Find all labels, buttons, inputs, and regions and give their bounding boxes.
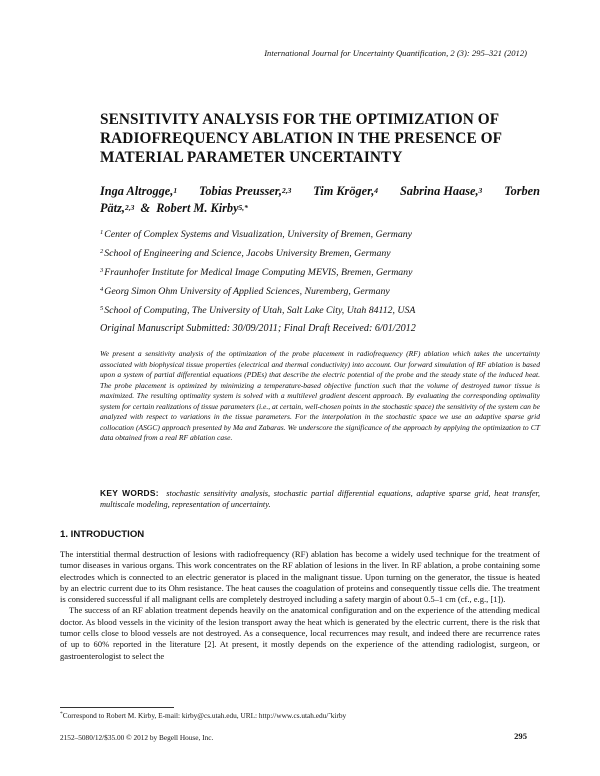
paragraph: The success of an RF ablation treatment depends heavily on the anatomical configuration and on the experience of the attending medical doctor. As blood vessels in the vicinity of the lesion transport away the heat which is generated by the electric current, there is the risk that tumor cells close to blood vessels are not destroyed. As a consequence, local recurrences may result, and indeed there are recurrence rates of up to 60% reported in the literature [2]. At present, it mostly depends on the experience of the attending radiologist, surgeon, or gastroenterologist to select the xyxy=(60,605,540,661)
ampersand: & xyxy=(140,201,151,215)
author: Sabrina Haase,$^3$ xyxy=(399,184,483,198)
footnote-text: Correspond to Robert M. Kirby, E-mail: kirby@cs.utah.edu, URL: http://www.cs.utah.edu/˜kirby xyxy=(62,711,347,720)
keywords-label: KEY WORDS: xyxy=(100,488,159,498)
footnote-divider xyxy=(60,707,174,708)
author: Inga Altrogge,$^1$ xyxy=(100,184,178,198)
author: Robert M. Kirby$^{5,*}$ xyxy=(156,201,248,215)
author-split-first: Torben xyxy=(504,184,540,198)
affiliation: $^1$Center of Complex Systems and Visualization, University of Bremen, Germany xyxy=(100,229,412,240)
author-line-2: Pätz,$^{2,3}$ & Robert M. Kirby$^{5,*}$ xyxy=(100,201,248,215)
abstract: We present a sensitivity analysis of the optimization of the probe placement in radiofrequency (RF) ablation which takes the uncertainty associated with biophysical tissue properties (electrical and thermal conductivity) into account. Our forward simulation of RF ablation is based upon a system of partial differential equations (PDEs) that describe the electric potential of the probe and the steady state of the induced heat. The probe placement is optimized by minimizing a temperature-based objective function such that the volume of destroyed tumor tissue is maximized. The resulting optimality system is solved with a multilevel gradient descent approach. By evaluating the corresponding optimality system for certain realizations of tissue parameters (i.e., at certain, well-chosen points in the stochastic space) the sensitivity of the system can be analyzed with respect to variations in the tissue parameters. For the interpolation in the stochastic space we use an adaptive sparse grid collocation (ASGC) approach presented by Ma and Zabaras. We underscore the significance of the approach by applying the optimization to CT data obtained from a real RF ablation case. xyxy=(100,349,540,442)
affiliation: $^5$School of Computing, The University of Utah, Salt Lake City, Utah 84112, USA xyxy=(100,305,416,316)
affiliation: $^3$Fraunhofer Institute for Medical Image Computing MEVIS, Bremen, Germany xyxy=(100,267,413,278)
title-line: RADIOFREQUENCY ABLATION IN THE PRESENCE OF xyxy=(100,130,503,147)
running-header xyxy=(264,48,527,58)
keywords xyxy=(100,488,540,510)
body-text xyxy=(60,549,540,662)
affiliation: $^2$School of Engineering and Science, Jacobs University Bremen, Germany xyxy=(100,248,391,259)
author: Tim Kröger,$^4$ xyxy=(313,184,379,198)
title-line: SENSITIVITY ANALYSIS FOR THE OPTIMIZATION OF xyxy=(100,111,500,128)
footnote-marker: * xyxy=(60,711,63,717)
author-list xyxy=(100,183,540,217)
title-line: MATERIAL PARAMETER UNCERTAINTY xyxy=(100,149,403,166)
footnote xyxy=(60,711,346,720)
section-heading: 1. INTRODUCTION xyxy=(60,529,145,540)
affiliations xyxy=(100,229,540,324)
author-split-rest: Pätz, xyxy=(100,201,125,215)
journal-citation: , 2 (3): 295–321 (2012) xyxy=(446,48,527,58)
submission-dates: Original Manuscript Submitted: 30/09/2011; Final Draft Received: 6/01/2012 xyxy=(100,323,416,334)
journal-name: International Journal for Uncertainty Quantification xyxy=(264,48,447,58)
author: Tobias Preusser,$^{2,3}$ xyxy=(199,184,292,198)
paper-title xyxy=(100,110,540,167)
issn-copyright: 2152–5080/12/$35.00 © 2012 by Begell House, Inc. xyxy=(60,733,214,742)
page-number: 295 xyxy=(514,731,527,741)
affiliation: $^4$Georg Simon Ohm University of Applied Sciences, Nuremberg, Germany xyxy=(100,286,390,297)
keywords-text: stochastic sensitivity analysis, stochastic partial differential equations, adaptive sparse grid, heat transfer, multiscale modeling, representation of uncertainty. xyxy=(100,489,540,509)
paragraph: The interstitial thermal destruction of lesions with radiofrequency (RF) ablation has become a widely used technique for the treatment of tumor diseases in various organs. This work concentrates on the RF ablation of lesions in the liver. In RF ablation, a probe containing some electrodes which is connected to an electric generator is placed in the malignant tissue. Upon turning on the generator, the tissue is heated by an electric current due to its Ohm resistance. The heat causes the coagulation of proteins and consequently tissue cells die. The treatment is considered successful if all malignant cells are completely destroyed including a safety margin of about 0.5–1 cm (cf., e.g., [1]). xyxy=(60,549,540,605)
